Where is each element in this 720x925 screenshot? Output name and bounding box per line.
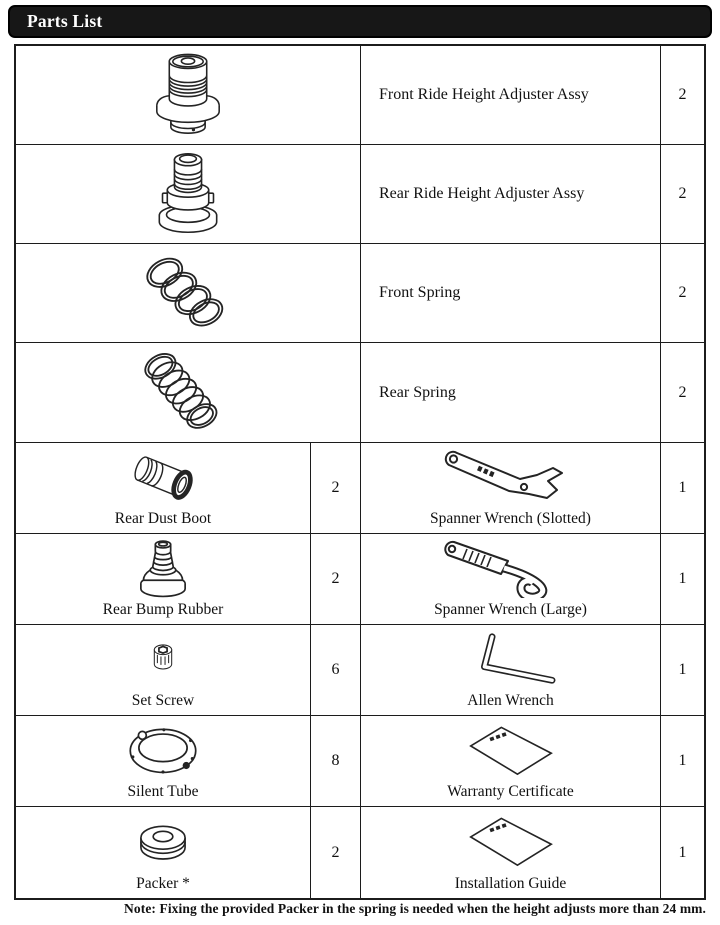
front-spring-icon	[131, 249, 246, 337]
table-row	[16, 443, 704, 534]
table-row	[16, 244, 704, 343]
part-item-cell	[360, 716, 660, 806]
part-qty: 2	[331, 570, 340, 587]
footnote: Note: Fixing the provided Packer in the spring is needed when the height adjusts more than 24 mm.	[124, 901, 706, 916]
part-qty: 2	[331, 479, 340, 496]
part-qty: 1	[678, 843, 687, 861]
part-qty: 2	[678, 284, 687, 301]
part-qty-cell	[660, 443, 704, 533]
part-item-cell	[16, 807, 310, 898]
rear-dust-boot-icon	[113, 446, 213, 508]
part-name-cell	[360, 46, 660, 144]
part-qty: 1	[678, 661, 687, 678]
part-qty-cell	[660, 244, 704, 342]
part-qty: 2	[678, 86, 687, 103]
part-name: Front Ride Height Adjuster Assy	[379, 86, 589, 103]
part-qty-cell	[310, 807, 360, 898]
part-qty: 1	[678, 479, 687, 496]
part-name: Warranty Certificate	[447, 783, 574, 801]
warranty-certificate-icon	[452, 721, 570, 779]
part-qty-cell	[310, 534, 360, 624]
part-qty-cell	[660, 343, 704, 442]
parts-list-header	[8, 5, 712, 38]
table-row	[16, 46, 704, 145]
part-image-cell	[16, 46, 360, 144]
part-qty: 2	[678, 185, 687, 202]
part-qty: 1	[678, 570, 687, 587]
rear-spring-icon	[129, 347, 247, 439]
part-qty: 1	[678, 752, 687, 769]
installation-guide-icon	[452, 812, 570, 870]
part-image-cell	[16, 244, 360, 342]
part-item-cell	[360, 807, 660, 898]
table-row	[16, 534, 704, 625]
front-ride-height-adjuster-icon	[148, 49, 228, 141]
spanner-wrench-slotted-icon	[416, 447, 606, 507]
spanner-wrench-large-icon	[416, 538, 606, 598]
rear-bump-rubber-icon	[123, 536, 203, 599]
part-name: Allen Wrench	[467, 692, 554, 710]
table-row	[16, 716, 704, 807]
part-name: Spanner Wrench (Slotted)	[430, 510, 591, 528]
part-qty-cell	[660, 716, 704, 806]
part-name: Packer *	[136, 875, 190, 893]
part-qty-cell	[310, 716, 360, 806]
part-name: Rear Dust Boot	[114, 510, 212, 528]
part-qty-cell	[660, 534, 704, 624]
part-item-cell	[360, 625, 660, 715]
part-name-cell	[360, 145, 660, 243]
part-name: Silent Tube	[127, 783, 199, 801]
part-name: Rear Spring	[379, 383, 456, 401]
part-qty-cell	[310, 443, 360, 533]
part-qty-cell	[310, 625, 360, 715]
part-qty: 2	[331, 843, 340, 861]
part-qty: 2	[678, 383, 687, 401]
part-name: Rear Bump Rubber	[102, 601, 224, 619]
part-name: Front Spring	[379, 284, 461, 301]
parts-table	[14, 44, 706, 900]
allen-wrench-icon	[443, 630, 578, 688]
part-name-cell	[360, 244, 660, 342]
part-item-cell	[360, 443, 660, 533]
table-row	[16, 145, 704, 244]
table-row	[16, 807, 704, 898]
part-item-cell	[16, 534, 310, 624]
table-row	[16, 625, 704, 716]
part-qty-cell	[660, 46, 704, 144]
part-qty: 6	[331, 661, 340, 678]
part-item-cell	[16, 443, 310, 533]
part-name: Set Screw	[131, 692, 195, 710]
rear-ride-height-adjuster-icon	[147, 147, 229, 241]
part-name: Spanner Wrench (Large)	[434, 601, 587, 619]
part-name: Installation Guide	[454, 875, 567, 893]
page-title: Parts List	[27, 11, 103, 31]
silent-tube-icon	[111, 719, 215, 781]
packer-icon	[125, 814, 201, 868]
part-image-cell	[16, 343, 360, 442]
set-screw-icon	[140, 632, 186, 686]
part-qty-cell	[660, 807, 704, 898]
part-item-cell	[360, 534, 660, 624]
table-row	[16, 343, 704, 443]
part-item-cell	[16, 716, 310, 806]
part-item-cell	[16, 625, 310, 715]
part-name-cell	[360, 343, 660, 442]
part-qty-cell	[660, 625, 704, 715]
part-qty: 8	[331, 752, 340, 769]
part-qty-cell	[660, 145, 704, 243]
part-image-cell	[16, 145, 360, 243]
part-name: Rear Ride Height Adjuster Assy	[379, 185, 585, 202]
